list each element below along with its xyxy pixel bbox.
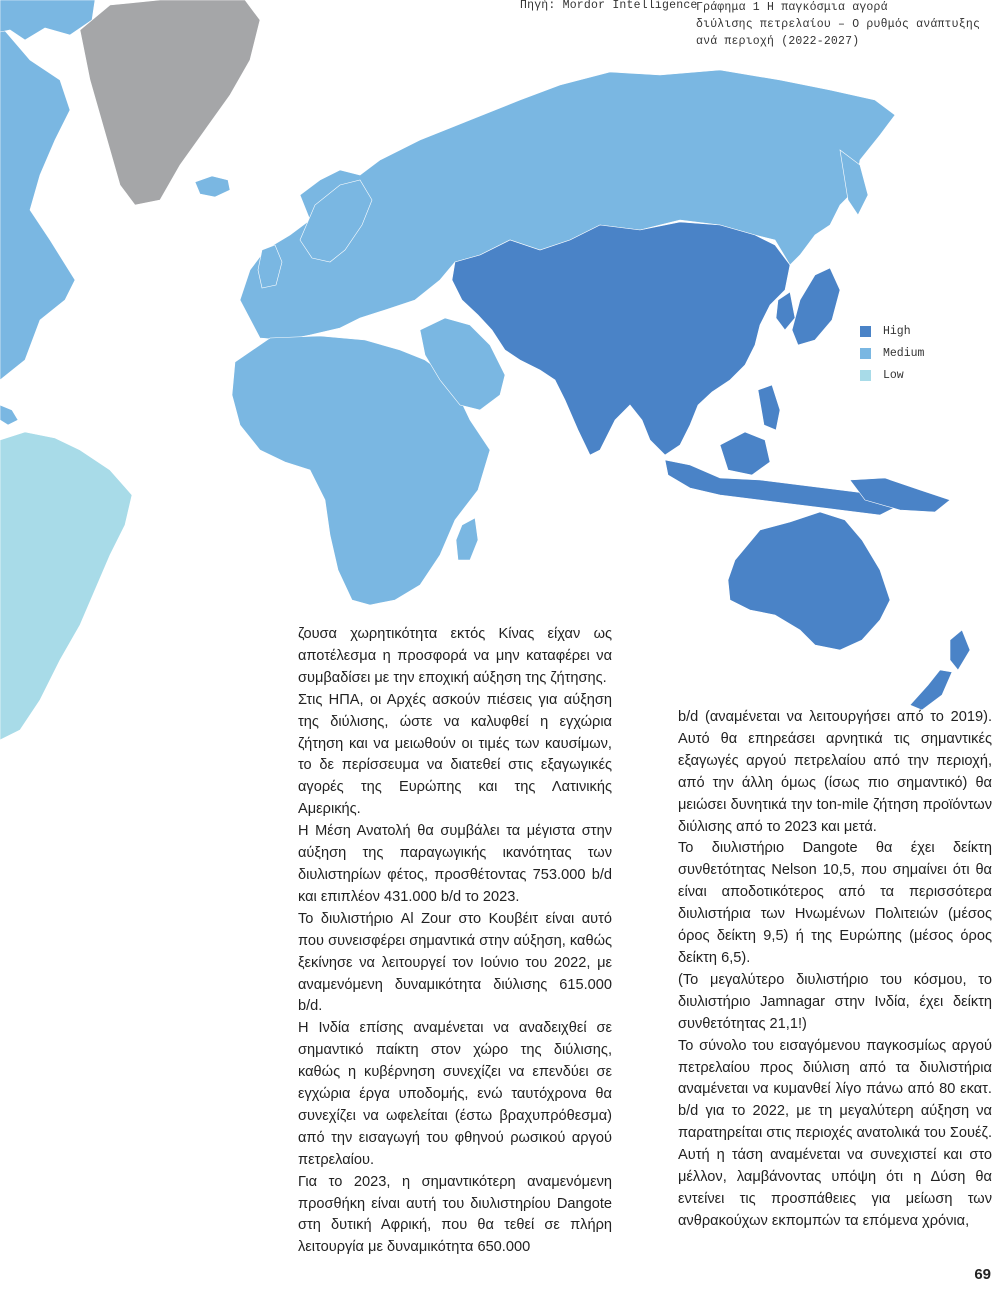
paragraph: Στις ΗΠΑ, οι Αρχές ασκούν πιέσεις για αύξηση της διύλισης, ώστε να καλυφθεί η εγχώρια ζήτηση και να μειωθούν οι τιμές των καυσίμων, το δε περίσσευμα να διατεθεί στις εξαγωγικές αγορές της Ευρώπης και της Λατινικής Αμερικής. [298, 691, 612, 818]
caption-line: ανά περιοχή (2022-2027) [696, 35, 860, 48]
caribbean-islands [0, 405, 18, 425]
legend-label: Medium [883, 346, 925, 360]
japan-region [792, 268, 840, 345]
legend-item-medium [860, 342, 924, 364]
paragraph: (Το μεγαλύτερο διυλιστήριο του κόσμου, το διυλιστήριο Jamnagar στην Ινδία, έχει δείκτη συνθετότητας 21,1!) [678, 971, 992, 1032]
south-america-region [0, 432, 132, 740]
new-zealand-region [950, 630, 970, 670]
australia-region [728, 512, 890, 650]
asia-high-region [452, 222, 790, 455]
new-zealand-south-region [910, 670, 952, 710]
iceland-region [195, 176, 230, 197]
legend-swatch [860, 348, 871, 359]
legend-label: High [883, 324, 911, 338]
paragraph: Αυτή η τάση αναμένεται να συνεχιστεί και στο μέλλον, λαμβάνοντας υπόψη ότι η Δύση θα εντείνει τις προσπάθειες για μείωση των ανθρακούχων εκπομπών τα επόμενα χρόνια, [678, 1147, 992, 1229]
paragraph: b/d (αναμένεται να λειτουργήσει από το 2019). Αυτό θα επηρεάσει αρνητικά τις σημαντικές εξαγωγές αργού πετρελαίου από την περιοχή, από την άλλη όμως (ίσως πιο σημαντικό) θα μειώσει δυνητικά την ton-mile ζήτηση προϊόντων διύλισης από το 2023 και μετά. [678, 709, 992, 835]
legend-swatch [860, 326, 871, 337]
north-america-region [0, 25, 75, 380]
article-column-right [678, 707, 992, 1233]
map-legend [860, 320, 924, 386]
legend-label: Low [883, 368, 904, 382]
paragraph: Το σύνολο του εισαγόμενου παγκοσμίως αργού πετρελαίου προς διύλιση από τα διυλιστήρια αναμένεται να κυμανθεί λίγο πάνω από 80 εκατ. b/d για το 2022, με τη μεγαλύτερη αύξηση να παρατηρείται στις περιοχές ανατολικά του Σουέζ. [678, 1037, 993, 1142]
korea-region [776, 292, 795, 330]
paragraph: Για το 2023, η σημαντικότερη αναμενόμενη προσθήκη είναι αυτή του διυλιστηρίου Dangote στη δυτική Αφρική, που θα τεθεί σε πλήρη λειτουργία με δυναμικότητα 650.000 [298, 1173, 612, 1256]
map-caption [696, 0, 980, 50]
legend-item-high [860, 320, 924, 342]
borneo-region [720, 432, 770, 475]
caption-line: διύλισης πετρελαίου – Ο ρυθμός ανάπτυξης [696, 18, 981, 31]
madagascar-region [456, 518, 478, 560]
paragraph: ζουσα χωρητικότητα εκτός Κίνας είχαν ως αποτέλεσμα η προσφορά να μην καταφέρει να συμβαδίσει με την εποχική αύξηση της ζήτησης. [298, 626, 612, 686]
paragraph: Η Μέση Ανατολή θα συμβάλει τα μέγιστα στην αύξηση της παραγωγικής ικανότητας των διυλιστηρίων φέτος, προσθέτοντας 753.000 b/d και επιπλέον 431.000 b/d το 2023. [298, 823, 612, 905]
caption-line: Γράφημα 1 Η παγκόσμια αγορά [696, 1, 888, 14]
legend-swatch [860, 370, 871, 381]
greenland-region [80, 0, 260, 205]
paragraph: Το διυλιστήριο Dangote θα έχει δείκτη συνθετότητας Nelson 10,5, που σημαίνει ότι θα είναι αποδοτικότερος από τα περισσότερα διυλιστήρια των Ηνωμένων Πολιτειών (μέσος όρος δείκτη 9,5) ή της Ευρώπης (μέσος όρος δείκτη 6,5). [678, 840, 992, 966]
page-number: 69 [974, 1266, 991, 1283]
philippines-region [758, 385, 780, 430]
paragraph: Η Ινδία επίσης αναμένεται να αναδειχθεί σε σημαντικό παίκτη στον χώρο της διύλισης, καθώς η κυβέρνηση συνεχίζει να επενδύει σε εγχώρια έργα υποδομής, ενώ ταυτόχρονα θα συνεχίζει να ωφελείται (έστω βραχυπρόθεσμα) από την εισαγωγή του φθηνού ρωσικού αργού πετρελαίου. [298, 1020, 612, 1168]
map-source: Πηγή: Mordor Intelligence [520, 0, 698, 12]
legend-item-low [860, 364, 924, 386]
article-column-left [298, 624, 612, 1259]
paragraph: Το διυλιστήριο Al Zour στο Κουβέιτ είναι αυτό που συνεισφέρει σημαντικά στην αύξηση, καθώς ξεκίνησε να λειτουργεί τον Ιούνιο του 2022, με αναμενόμενη δυναμικότητα διύλισης 615.000 b/d. [298, 910, 612, 1015]
